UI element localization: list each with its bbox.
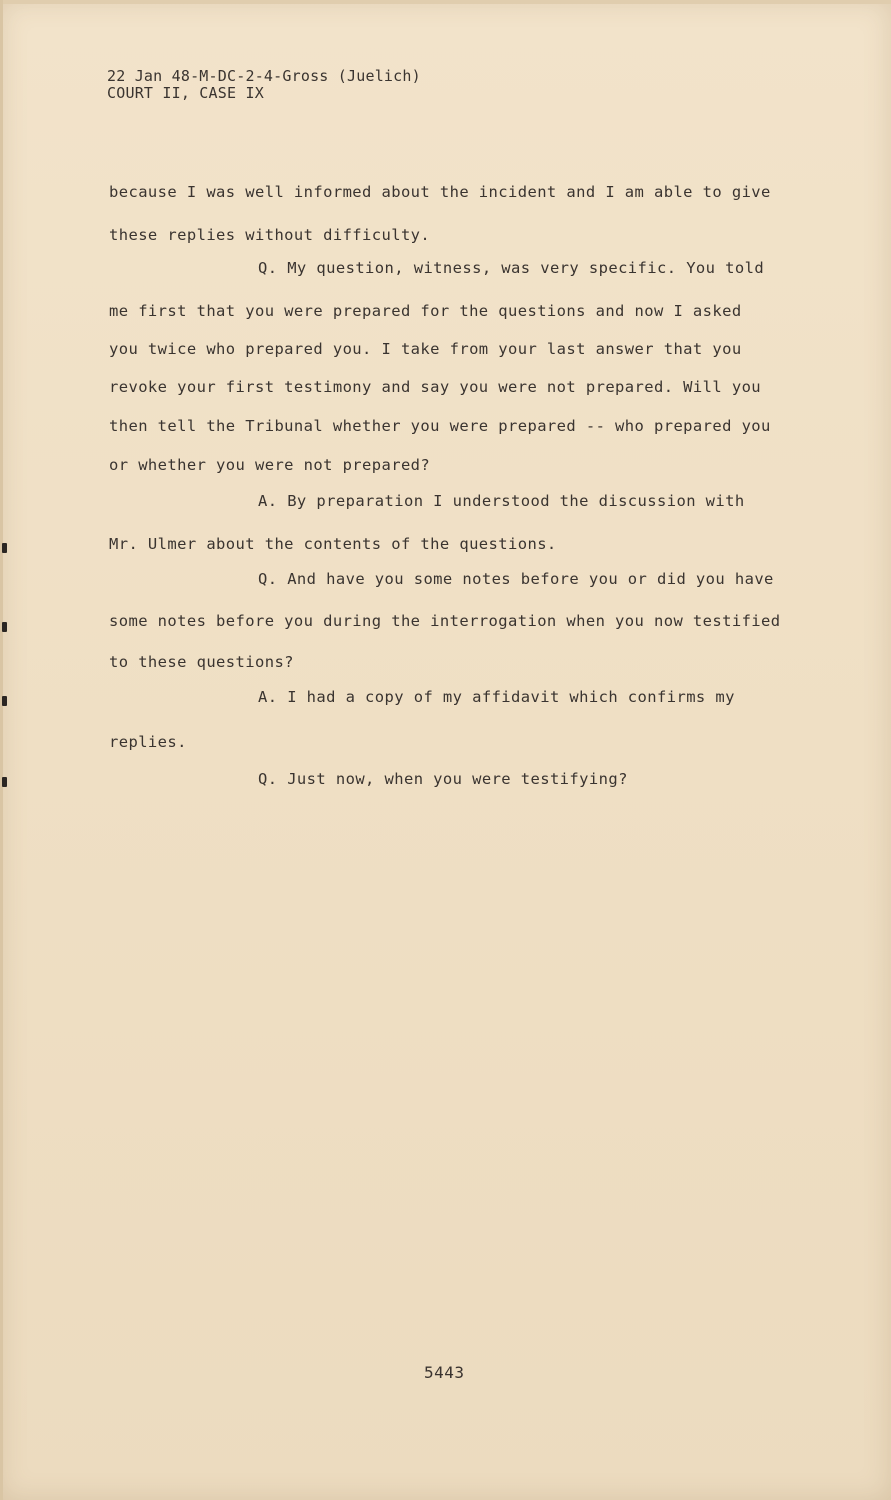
binding-mark <box>2 696 7 706</box>
body-line: these replies without difficulty. <box>109 226 431 244</box>
body-line-question: Q. My question, witness, was very specific. You told <box>258 259 765 277</box>
body-line-answer: A. By preparation I understood the discussion with <box>258 492 745 510</box>
page-number: 5443 <box>424 1363 465 1382</box>
body-line: Mr. Ulmer about the contents of the questions. <box>109 535 557 553</box>
page-top-edge <box>0 0 891 4</box>
body-line: me first that you were prepared for the questions and now I asked <box>109 302 742 320</box>
binding-mark <box>2 543 7 553</box>
header-line-court: COURT II, CASE IX <box>107 84 264 102</box>
binding-mark <box>2 777 7 787</box>
header-line-reference: 22 Jan 48-M-DC-2-4-Gross (Juelich) <box>107 67 421 85</box>
body-line: revoke your first testimony and say you were not prepared. Will you <box>109 378 762 396</box>
body-line-question: Q. Just now, when you were testifying? <box>258 770 628 788</box>
body-line: some notes before you during the interrogation when you now testified <box>109 612 781 630</box>
body-line-answer: A. I had a copy of my affidavit which confirms my <box>258 688 735 706</box>
body-line: you twice who prepared you. I take from your last answer that you <box>109 340 742 358</box>
document-header <box>107 68 421 102</box>
body-line: because I was well informed about the incident and I am able to give <box>109 183 771 201</box>
body-line: or whether you were not prepared? <box>109 456 431 474</box>
binding-mark <box>2 622 7 632</box>
body-line: to these questions? <box>109 653 294 671</box>
page-left-edge <box>0 0 3 1500</box>
body-line: replies. <box>109 733 187 751</box>
body-line: then tell the Tribunal whether you were prepared -- who prepared you <box>109 417 771 435</box>
body-line-question: Q. And have you some notes before you or did you have <box>258 570 774 588</box>
